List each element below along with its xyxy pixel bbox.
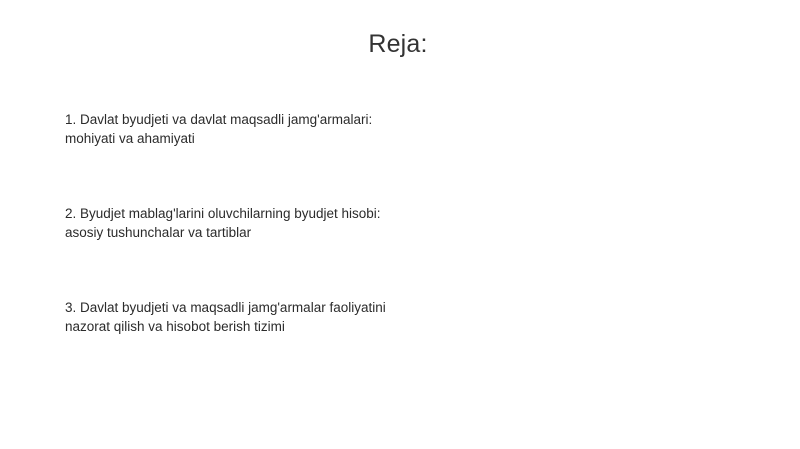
plan-item-1-line-2: mohiyati va ahamiyati: [65, 131, 195, 146]
plan-item-3-line-2: nazorat qilish va hisobot berish tizimi: [65, 319, 285, 334]
plan-item-3: [65, 298, 425, 336]
slide-title: Reja:: [368, 30, 428, 58]
plan-item-2-line-1: 2. Byudjet mablag'larini oluvchilarning byudjet hisobi:: [65, 206, 381, 221]
plan-item-1-line-1: 1. Davlat byudjeti va davlat maqsadli jamg'armalari:: [65, 112, 373, 127]
plan-item-2-line-2: asosiy tushunchalar va tartiblar: [65, 225, 252, 240]
plan-item-3-line-1: 3. Davlat byudjeti va maqsadli jamg'armalar faoliyatini: [65, 300, 386, 315]
plan-item-2: [65, 204, 425, 242]
plan-item-1: [65, 110, 425, 148]
